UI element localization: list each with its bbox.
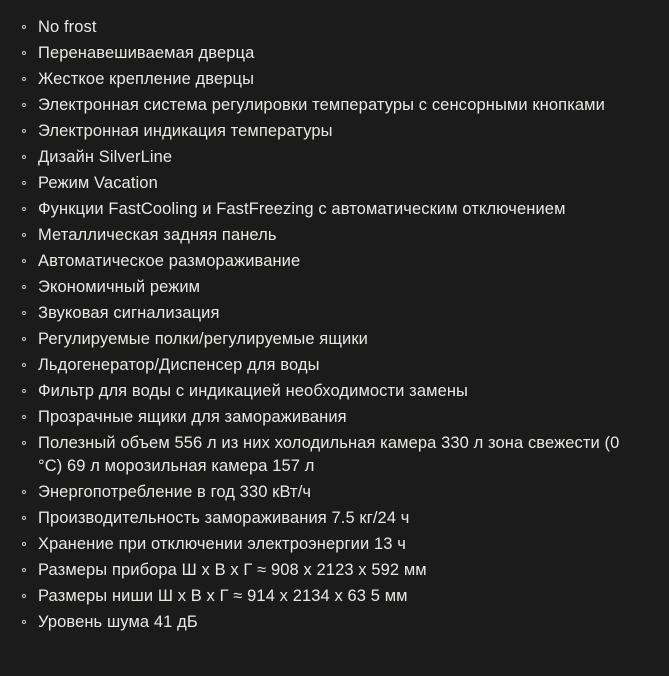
feature-list-item bbox=[38, 611, 648, 634]
feature-item-text: Автоматическое размораживание bbox=[38, 252, 301, 270]
circle-bullet-icon bbox=[22, 490, 26, 494]
circle-bullet-icon bbox=[22, 594, 26, 598]
feature-list-item bbox=[38, 354, 648, 377]
feature-item-text: Экономичный режим bbox=[38, 278, 201, 296]
feature-item-text: Прозрачные ящики для замораживания bbox=[38, 408, 347, 426]
feature-item-text: Размеры прибора Ш х В х Г ≈ 908 х 2123 х 592 мм bbox=[38, 561, 427, 579]
feature-item-text: Электронная система регулировки температуры с сенсорными кнопками bbox=[38, 96, 605, 114]
feature-list-item bbox=[38, 585, 648, 608]
feature-item-text: Энергопотребление в год 330 кВт/ч bbox=[38, 483, 312, 501]
feature-item-text: Режим Vacation bbox=[38, 174, 158, 192]
feature-list-item bbox=[38, 559, 648, 582]
feature-list-item bbox=[38, 68, 648, 91]
feature-item-text: No frost bbox=[38, 18, 97, 36]
feature-list-item bbox=[38, 172, 648, 195]
feature-list-item bbox=[38, 198, 648, 221]
feature-item-text: Производительность замораживания 7.5 кг/24 ч bbox=[38, 509, 410, 527]
feature-list-item bbox=[38, 250, 648, 273]
circle-bullet-icon bbox=[22, 363, 26, 367]
circle-bullet-icon bbox=[22, 337, 26, 341]
circle-bullet-icon bbox=[22, 415, 26, 419]
circle-bullet-icon bbox=[22, 207, 26, 211]
circle-bullet-icon bbox=[22, 51, 26, 55]
feature-list-item bbox=[38, 120, 648, 143]
circle-bullet-icon bbox=[22, 516, 26, 520]
feature-list-item bbox=[38, 432, 648, 478]
feature-list-item bbox=[38, 481, 648, 504]
circle-bullet-icon bbox=[22, 233, 26, 237]
feature-item-text: Уровень шума 41 дБ bbox=[38, 613, 198, 631]
circle-bullet-icon bbox=[22, 181, 26, 185]
circle-bullet-icon bbox=[22, 285, 26, 289]
circle-bullet-icon bbox=[22, 103, 26, 107]
feature-item-text: Функции FastCooling и FastFreezing с автоматическим отключением bbox=[38, 200, 566, 218]
circle-bullet-icon bbox=[22, 542, 26, 546]
circle-bullet-icon bbox=[22, 441, 26, 445]
feature-item-text: Хранение при отключении электроэнергии 13 ч bbox=[38, 535, 406, 553]
circle-bullet-icon bbox=[22, 311, 26, 315]
feature-item-text: Перенавешиваемая дверца bbox=[38, 44, 255, 62]
feature-list-item bbox=[38, 94, 648, 117]
circle-bullet-icon bbox=[22, 620, 26, 624]
circle-bullet-icon bbox=[22, 77, 26, 81]
feature-list-item bbox=[38, 328, 648, 351]
feature-list-item bbox=[38, 533, 648, 556]
feature-item-text: Звуковая сигнализация bbox=[38, 304, 220, 322]
feature-item-text: Льдогенератор/Диспенсер для воды bbox=[38, 356, 320, 374]
feature-list-item bbox=[38, 146, 648, 169]
feature-list-item bbox=[38, 224, 648, 247]
circle-bullet-icon bbox=[22, 568, 26, 572]
circle-bullet-icon bbox=[22, 259, 26, 263]
feature-list-item bbox=[38, 380, 648, 403]
feature-item-text: Металлическая задняя панель bbox=[38, 226, 277, 244]
circle-bullet-icon bbox=[22, 25, 26, 29]
feature-item-text: Электронная индикация температуры bbox=[38, 122, 333, 140]
feature-list-item bbox=[38, 406, 648, 429]
feature-item-text: Полезный объем 556 л из них холодильная камера 330 л зона свежести (0 °C) 69 л морозильная камера 157 л bbox=[38, 434, 620, 475]
circle-bullet-icon bbox=[22, 389, 26, 393]
feature-list-item bbox=[38, 42, 648, 65]
feature-item-text: Размеры ниши Ш х В х Г ≈ 914 х 2134 х 63 5 мм bbox=[38, 587, 408, 605]
circle-bullet-icon bbox=[22, 129, 26, 133]
feature-list-item bbox=[38, 16, 648, 39]
feature-list-item bbox=[38, 276, 648, 299]
feature-list-item bbox=[38, 507, 648, 530]
feature-item-text: Дизайн SilverLine bbox=[38, 148, 173, 166]
feature-item-text: Жесткое крепление дверцы bbox=[38, 70, 255, 88]
feature-item-text: Регулируемые полки/регулируемые ящики bbox=[38, 330, 368, 348]
feature-item-text: Фильтр для воды с индикацией необходимости замены bbox=[38, 382, 469, 400]
circle-bullet-icon bbox=[22, 155, 26, 159]
feature-list-item bbox=[38, 302, 648, 325]
